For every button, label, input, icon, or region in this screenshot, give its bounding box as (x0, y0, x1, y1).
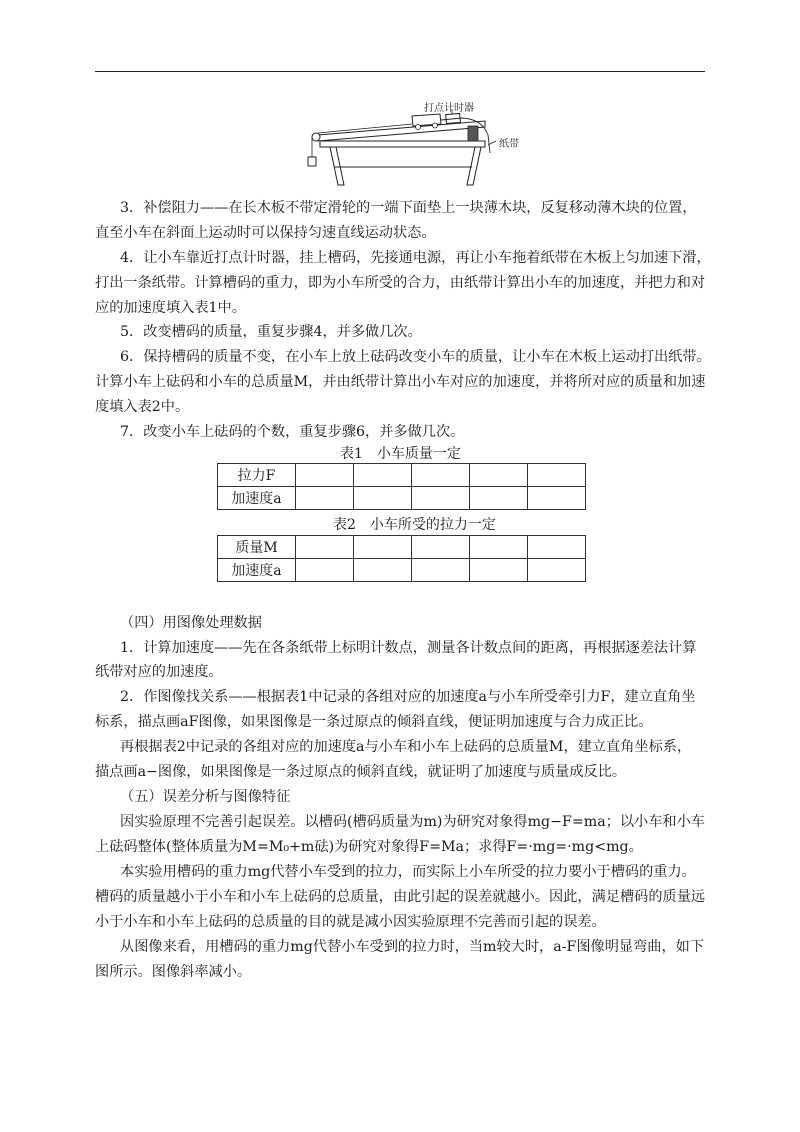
section5-title: （五）误差分析与图像特征 (120, 789, 291, 805)
section5-p2-line1: 本实验用槽码的重力mg代替小车受到的拉力，而实际上小车所受的拉力要小于槽码的重力。 (120, 864, 696, 880)
table-row (218, 559, 586, 582)
section4-p3-line2: 描点画a−图像，如果图像是一条过原点的倾斜直线，就证明了加速度与质量成反比。 (95, 764, 627, 780)
table2-row1-header: 质量M (218, 536, 296, 559)
section4-p1-line1: 1．计算加速度——先在各条纸带上标明计数点，测量各计数点间的距离，再根据逐差法计算 (120, 640, 697, 656)
step4-line3: 应的加速度填入表1中。 (95, 300, 246, 316)
wooden-block (468, 126, 478, 141)
table-top (320, 141, 485, 147)
section5-p1-line1: 因实验原理不完善引起误差。以槽码(槽码质量为m)为研究对象得mg−F=ma；以小车和小车 (120, 814, 705, 830)
step3-line2: 直至小车在斜面上运动时可以保持匀速直线运动状态。 (95, 225, 436, 241)
section4-title: （四）用图像处理数据 (120, 615, 262, 631)
step6-line1: 6．保持槽码的质量不变，在小车上放上砝码改变小车的质量，让小车在木板上运动打出纸带。 (120, 349, 711, 365)
step7: 7．改变小车上砝码的个数，重复步骤6，并多做几次。 (120, 424, 465, 440)
section5-p3-line2: 图所示。图像斜率减小。 (95, 964, 252, 980)
table-row (218, 536, 586, 559)
section5-p1-line2: 上砝码整体(整体质量为M=M₀+m砝)为研究对象得F=Ma；求得F=·mg=·mg<mg。 (95, 839, 643, 855)
table1-caption: 表1 小车质量一定 (340, 446, 461, 462)
section4-p1-line2: 纸带对应的加速度。 (95, 664, 223, 680)
table-row (218, 487, 586, 510)
section5-p2-line3: 小于小车和小车上砝码的总质量的目的就是减小因实验原理不完善而引起的误差。 (95, 914, 606, 930)
step3-line1: 3．补偿阻力——在长木板不带定滑轮的一端下面垫上一块薄木块，反复移动薄木块的位置， (120, 200, 697, 216)
section5-p2-line2: 槽码的质量越小于小车和小车上砝码的总质量，由此引起的误差就越小。因此，满足槽码的质量远 (95, 889, 706, 905)
pulley (312, 133, 320, 141)
apparatus-figure (300, 97, 540, 189)
cart-wheel (433, 123, 438, 128)
table-leg-right (467, 147, 481, 185)
cart-wheel (416, 125, 421, 130)
timer-label: 打点计时器 (424, 103, 474, 114)
step5: 5．改变槽码的质量，重复步骤4，并多做几次。 (120, 324, 422, 340)
section4-p2-line1: 2．作图像找关系——根据表1中记录的各组对应的加速度a与小车所受牵引力F，建立直角坐 (120, 689, 696, 705)
table1-row1-header: 拉力F (218, 464, 296, 487)
tape-label: 纸带 (499, 139, 519, 150)
step6-line2: 计算小车上砝码和小车的总质量M，并由纸带计算出小车对应的加速度，并将所对应的质量和加速 (95, 374, 706, 390)
table-leg-left (330, 147, 344, 185)
section4-p2-line2: 标系，描点画aF图像，如果图像是一条过原点的倾斜直线，便证明加速度与合力成正比。 (95, 714, 653, 730)
section4-p3-line1: 再根据表2中记录的各组对应的加速度a与小车和小车上砝码的总质量M，建立直角坐标系， (120, 739, 692, 755)
table1 (217, 463, 586, 510)
table1-row2-header: 加速度a (218, 487, 296, 510)
table2-row2-header: 加速度a (218, 559, 296, 582)
header-rule (95, 71, 705, 72)
hanging-weight (308, 157, 316, 166)
table-row (218, 464, 586, 487)
step4-line1: 4．让小车靠近打点计时器，挂上槽码，先接通电源，再让小车拖着纸带在木板上匀加速下滑， (120, 250, 711, 266)
step4-line2: 打出一条纸带。计算槽码的重力，即为小车所受的合力，由纸带计算出小车的加速度，并把力和对 (95, 275, 706, 291)
table2 (217, 535, 586, 582)
table2-caption: 表2 小车所受的拉力一定 (333, 517, 496, 533)
step6-line3: 度填入表2中。 (95, 399, 190, 415)
section5-p3-line1: 从图像来看，用槽码的重力mg代替小车受到的拉力时，当m较大时，a-F图像明显弯曲，如下 (120, 939, 705, 955)
